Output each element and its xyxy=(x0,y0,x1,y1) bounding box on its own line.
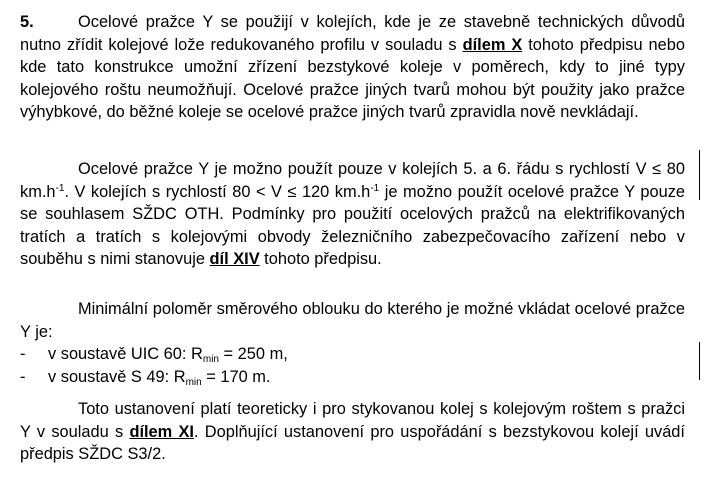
p1-text-1: Ocelové pražce Y se použijí v kolejích, kde je ze stavebně technických důvodů nutno zřídit kolejové lože redukovaného profilu v souladu s xyxy=(20,13,685,54)
list-item xyxy=(20,343,685,366)
ref-dilem-xi[interactable]: dílem XI xyxy=(129,422,194,441)
list-item-sub: min xyxy=(185,376,202,388)
p2-text-1: Ocelové pražce Y je možno použít pouze v kolejích 5. a 6. řádu s rychlostí V ≤ 80 km.h xyxy=(20,160,685,201)
ref-dilem-x[interactable]: dílem X xyxy=(462,35,523,54)
list-item-pre: v soustavě UIC 60: R xyxy=(48,345,203,364)
p4-text-2: . Doplňující ustanovení pro uspořádání s bezstykovou kolejí uvádí předpis SŽDC S3/2. xyxy=(20,422,685,464)
p2-sup-1: -1 xyxy=(55,182,65,194)
list-item-pre: v soustavě S 49: R xyxy=(48,367,186,386)
p1-text-2: tohoto předpisu nebo kde tato konstrukce umožní zřízení bezstykové koleje v poměrech, kdy to jiné typy kolejového roštu neumožňují. Ocelové pražce jiných tvarů mohou být použity jako pražce výhybkové, do běžné koleje se ocelové pražce jiných tvarů zpravidla nově nevkládají. xyxy=(20,35,686,122)
list-item xyxy=(20,366,685,389)
p2-text-3: je možno použít ocelové pražce Y pouze se souhlasem SŽDC OTH. Podmínky pro použití ocelových pražců na elektrifikovaných tratích a tratích s kolejovými obvody železničního zabezpečovacího zařízení nebo v souběhu s nimi stanovuje xyxy=(20,182,686,269)
p4-text-1: Toto ustanovení platí teoreticky i pro stykovanou kolej s kolejovým roštem s pražci Y v souladu s xyxy=(20,400,685,441)
change-bar xyxy=(699,150,700,200)
p2-text-2: . V kolejích s rychlostí 80 < V ≤ 120 km.h xyxy=(64,182,371,201)
list-dash: - xyxy=(20,367,26,386)
paragraph-3 xyxy=(20,298,685,388)
ref-dil-xiv[interactable]: díl XIV xyxy=(209,250,260,269)
p2-sup-2: -1 xyxy=(370,182,380,194)
list-item-sub: min xyxy=(202,354,219,366)
list-item-post: = 170 m. xyxy=(201,367,271,386)
paragraph-4 xyxy=(20,398,685,466)
section-number: 5. xyxy=(20,13,34,31)
list-dash: - xyxy=(20,345,26,364)
p3-intro: Minimální poloměr směrového oblouku do kterého je možné vkládat ocelové pražce Y je: xyxy=(20,300,685,341)
p2-text-4: tohoto předpisu. xyxy=(259,250,382,269)
change-bar xyxy=(699,342,700,380)
paragraph-1 xyxy=(20,11,685,124)
paragraph-2 xyxy=(20,158,685,271)
list-item-post: = 250 m, xyxy=(219,345,288,364)
